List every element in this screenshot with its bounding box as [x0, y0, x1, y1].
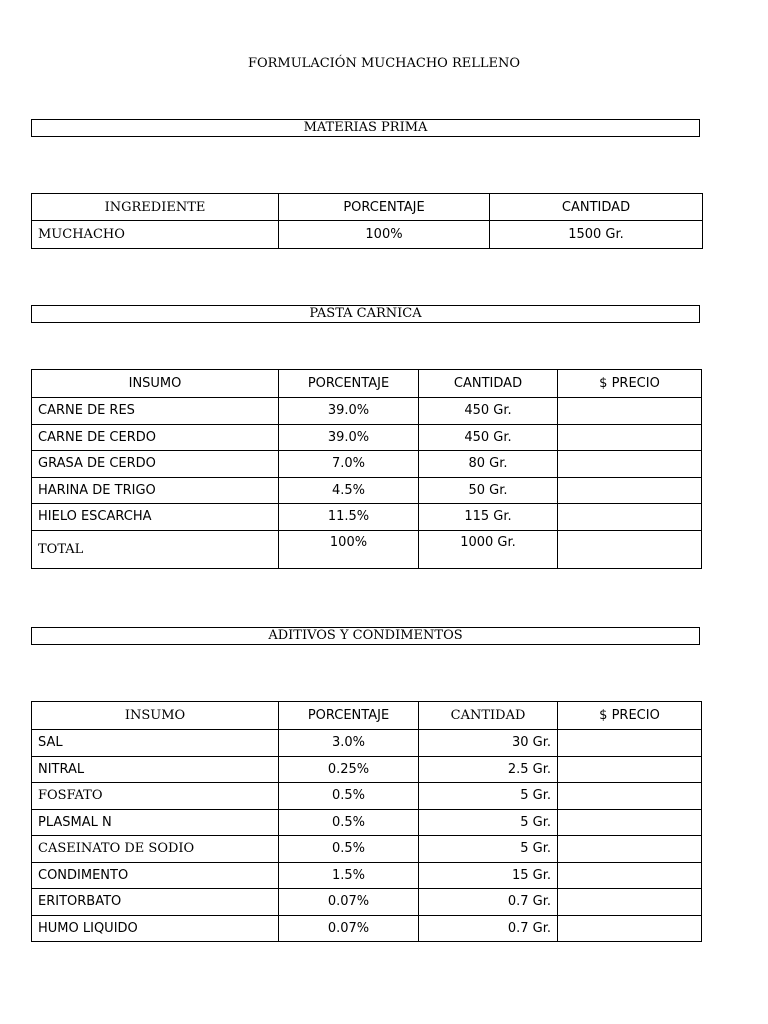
- table-header-row: [32, 370, 702, 398]
- cell-porcentaje: 0.5%: [279, 809, 419, 836]
- cell-cantidad: 0.7 Gr.: [419, 889, 558, 916]
- header-precio: $ PRECIO: [558, 370, 702, 398]
- cell-porcentaje: 11.5%: [279, 504, 419, 531]
- table-row: [32, 783, 702, 810]
- table-row: [32, 730, 702, 757]
- cell-cantidad: 450 Gr.: [419, 398, 558, 425]
- cell-porcentaje: 4.5%: [279, 477, 419, 504]
- section-header-pasta-carnica: PASTA CARNICA: [31, 305, 700, 323]
- cell-insumo: SAL: [32, 730, 279, 757]
- cell-cantidad: 2.5 Gr.: [419, 756, 558, 783]
- cell-porcentaje: 39.0%: [279, 398, 419, 425]
- document-title: FORMULACIÓN MUCHACHO RELLENO: [247, 56, 521, 71]
- cell-precio: [558, 398, 702, 425]
- cell-cantidad: 80 Gr.: [419, 451, 558, 478]
- table-row: [32, 424, 702, 451]
- cell-precio: [558, 477, 702, 504]
- cell-porcentaje: 0.07%: [279, 915, 419, 942]
- cell-cantidad: 0.7 Gr.: [419, 915, 558, 942]
- cell-cantidad: 15 Gr.: [419, 862, 558, 889]
- section-header-aditivos: ADITIVOS Y CONDIMENTOS: [31, 627, 700, 645]
- cell-precio: [558, 809, 702, 836]
- table-row: [32, 451, 702, 478]
- cell-cantidad: 5 Gr.: [419, 783, 558, 810]
- cell-precio: [558, 836, 702, 863]
- cell-insumo: HIELO ESCARCHA: [32, 504, 279, 531]
- table-row: [32, 477, 702, 504]
- table-row: [32, 504, 702, 531]
- cell-porcentaje: 3.0%: [279, 730, 419, 757]
- cell-porcentaje: 0.25%: [279, 756, 419, 783]
- cell-insumo: CONDIMENTO: [32, 862, 279, 889]
- header-cantidad: CANTIDAD: [490, 194, 703, 221]
- table-row: [32, 221, 703, 249]
- cell-precio: [558, 504, 702, 531]
- table-header-row: [32, 194, 703, 221]
- cell-insumo: HARINA DE TRIGO: [32, 477, 279, 504]
- cell-porcentaje: 39.0%: [279, 424, 419, 451]
- header-insumo: INSUMO: [32, 702, 279, 730]
- table-total-row: [32, 530, 702, 568]
- cell-porcentaje: 7.0%: [279, 451, 419, 478]
- cell-cantidad: 5 Gr.: [419, 809, 558, 836]
- aditivos-table: [31, 701, 702, 942]
- cell-insumo: CARNE DE RES: [32, 398, 279, 425]
- cell-insumo: NITRAL: [32, 756, 279, 783]
- cell-insumo: GRASA DE CERDO: [32, 451, 279, 478]
- section-header-materias-prima: MATERIAS PRIMA: [31, 119, 700, 137]
- table-row: [32, 756, 702, 783]
- cell-insumo: FOSFATO: [32, 783, 279, 810]
- cell-precio: [558, 451, 702, 478]
- cell-precio: [558, 424, 702, 451]
- header-insumo: INSUMO: [32, 370, 279, 398]
- cell-cantidad: 5 Gr.: [419, 836, 558, 863]
- cell-insumo: PLASMAL N: [32, 809, 279, 836]
- cell-porcentaje: 100%: [279, 221, 490, 249]
- cell-cantidad: 50 Gr.: [419, 477, 558, 504]
- cell-precio: [558, 756, 702, 783]
- cell-precio: [558, 862, 702, 889]
- table-header-row: [32, 702, 702, 730]
- table-row: [32, 862, 702, 889]
- cell-total-cantidad: 1000 Gr.: [419, 530, 558, 568]
- table-row: [32, 398, 702, 425]
- cell-cantidad: 450 Gr.: [419, 424, 558, 451]
- cell-total-porcentaje: 100%: [279, 530, 419, 568]
- header-porcentaje: PORCENTAJE: [279, 702, 419, 730]
- cell-cantidad: 30 Gr.: [419, 730, 558, 757]
- table-row: [32, 809, 702, 836]
- cell-cantidad: 115 Gr.: [419, 504, 558, 531]
- cell-insumo: HUMO LIQUIDO: [32, 915, 279, 942]
- table-row: [32, 915, 702, 942]
- table-row: [32, 836, 702, 863]
- cell-precio: [558, 783, 702, 810]
- materias-prima-table: [31, 193, 703, 249]
- header-porcentaje: PORCENTAJE: [279, 194, 490, 221]
- cell-cantidad: 1500 Gr.: [490, 221, 703, 249]
- header-porcentaje: PORCENTAJE: [279, 370, 419, 398]
- cell-total-label: TOTAL: [32, 530, 279, 568]
- cell-ingrediente: MUCHACHO: [32, 221, 279, 249]
- cell-insumo: CASEINATO DE SODIO: [32, 836, 279, 863]
- cell-porcentaje: 1.5%: [279, 862, 419, 889]
- cell-precio: [558, 730, 702, 757]
- cell-insumo: ERITORBATO: [32, 889, 279, 916]
- header-cantidad: CANTIDAD: [419, 702, 558, 730]
- cell-precio: [558, 915, 702, 942]
- cell-porcentaje: 0.07%: [279, 889, 419, 916]
- cell-insumo: CARNE DE CERDO: [32, 424, 279, 451]
- cell-porcentaje: 0.5%: [279, 783, 419, 810]
- pasta-carnica-table: [31, 369, 702, 569]
- table-row: [32, 889, 702, 916]
- cell-porcentaje: 0.5%: [279, 836, 419, 863]
- header-cantidad: CANTIDAD: [419, 370, 558, 398]
- cell-precio: [558, 889, 702, 916]
- header-precio: $ PRECIO: [558, 702, 702, 730]
- cell-total-precio: [558, 530, 702, 568]
- header-ingrediente: INGREDIENTE: [32, 194, 279, 221]
